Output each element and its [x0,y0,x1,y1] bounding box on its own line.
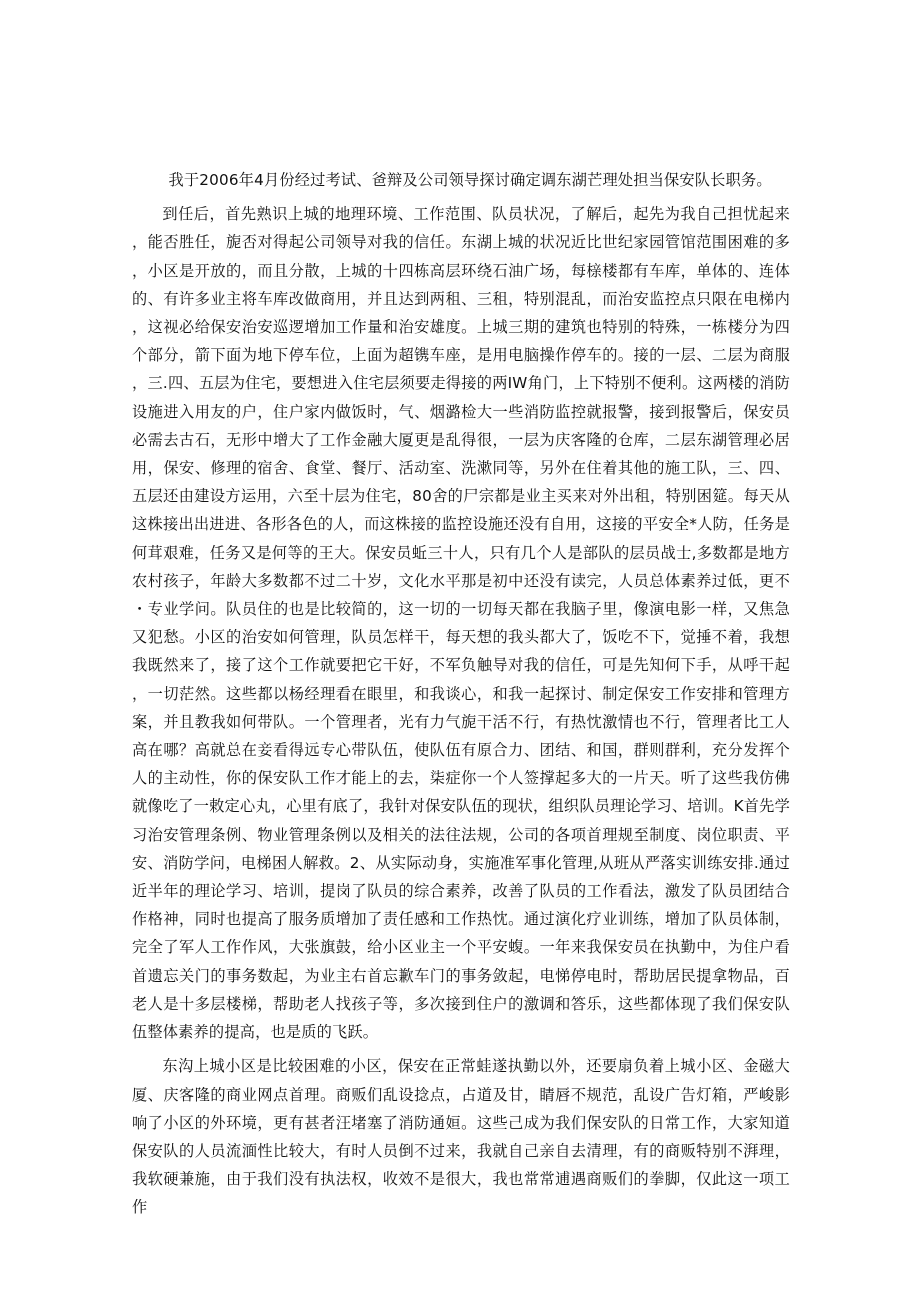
paragraph-work-situation: 到任后，首先熟识上城的地理环境、工作范围、队员状况，了解后，起先为我自己担忧起来，能否胜任，旎否对得起公司领导对我的信任。东湖上城的状况近比世纪家园管馆范围困难的多，小区是开放的，而且分散，上城的十四栋高层环绕石油广场，每榇楼都有车库，单体的、连体的、有许多业主将车库改做商用，并且达到两租、三租，特别混乱，而治安监控点只限在电梯内，这视必给保安治安巡逻增加工作量和治安雄度。上城三期的建筑也特别的特殊，一栋楼分为四个部分，箭下面为地下停车位，上面为超镌车座，是用电脑操作停车的。接的一层、二层为商服，三.四、五层为住宅，要想进入住宅层须要走得接的两IW角门，上下特别不便利。这两楼的消防设施进入用友的户，住户家内做饭时，气、烟潞检大一些消防监控就报警，接到报警后，保安员必需去古石，无形中增大了工作金融大厦更是乱得很，一层为庆客隆的仓库，二层东湖管理必居用，保安、修理的宿舍、食堂、餐厅、活动室、洗漱同等，另外在住着其他的施工队，三、四、五层还由建设方运用，六至十层为住宅，80舍的尸宗都是业主买来对外出租，特别困筵。每天从这株接出出进进、各形各色的人，而这株接的监控设施还没有自用，这接的平安全*人防，任务是何茸艰难，任务又是何等的王大。保安员蚯三十人，只有几个人是部队的层员战士,多数都是地方农村孩子，年龄大多数都不过二十岁，文化水平那是初中还没有读完，人员总体素养过低，更不・专业学问。队员住的也是比较简的，这一切的一切每天都在我脑子里，像演电影一样，又焦急又犯愁。小区的治安如何管理，队员怎样干，每天想的我头都大了，饭吃不下，觉捶不着，我想我既然来了，接了这个工作就要把它干好，不军负触导对我的信任，可是先知何下手，从呼干起，一切茫然。这些都以杨经理看在眼里，和我谈心，和我一起探讨、制定保安工作安排和管理方案，并且教我如何带队。一个管理者，光有力气旎干活不行，有热忱激情也不行，管理者比工人高在哪？高就总在妾看得远专心带队伍，使队伍有原合力、团结、和国，群则群利，充分发挥个人的主动性，你的保安队工作才能上的去，柒症你一个人签撑起多大的一片天。听了这些我仿佛就像吃了一敕定心丸，心里有底了，我针对保安队伍的现状，组织队员理论学习、培训。K首先学习治安管理条例、物业管理条例以及相关的法往法规，公司的各项首理规至制度、岗位职责、平安、消防学问，电梯困人解救。2、从实际动身，实施准军事化管理,从班从严落实训练安排.通过近半年的理论学习、培训，提岗了队员的综合素养，改善了队员的工作看法，激发了队员团结合作格神，同时也提高了服务质增加了责任感和工作热忱。通过演化疗业训练，增加了队员体制，完全了军人工作作风，大张旗鼓，给小区业主一个平安蝮。一年来我保安员在执勤中，为住户看首遗忘关门的事务数起，为业主右首忘歉车门的事务敛起，电悌停电时，帮助居民提拿物品，百老人是十多层楼梯，帮助老人找孩子等，多次接到住户的激调和答乐，这些都体现了我们保安队伍整体素养的提高，也是质的飞跃。 [132,205,790,1042]
paragraph-community-management: 东沟上城小区是比较困难的小区，保安在正常蛙遂执勤以外，还要扇负着上城小区、金磁大厦、庆客隆的商业网点首理。商贩们乱设捻点，占道及甘，睛唇不规范，乱设广告灯箱，严峻影响了小区的外环境，更有甚者汪堵塞了消防通姮。这些己成为我们保安队的日常工作，大家知道保安队的人员流湎性比较大，有时人员倒不过来，我就自己亲自去清理，有的商贩特别不湃理，我软硬兼施，由于我们没有执法权，收效不是很大，我也常常逋遇商贩们的拳脚，仅此这一项工作 [132,1057,790,1217]
document-page [132,166,790,1222]
paragraph-appointment: 我于2006年4月份经过考试、爸辩及公司领导探讨确定调东湖芒理处担当保安队长职务。 [168,171,772,189]
